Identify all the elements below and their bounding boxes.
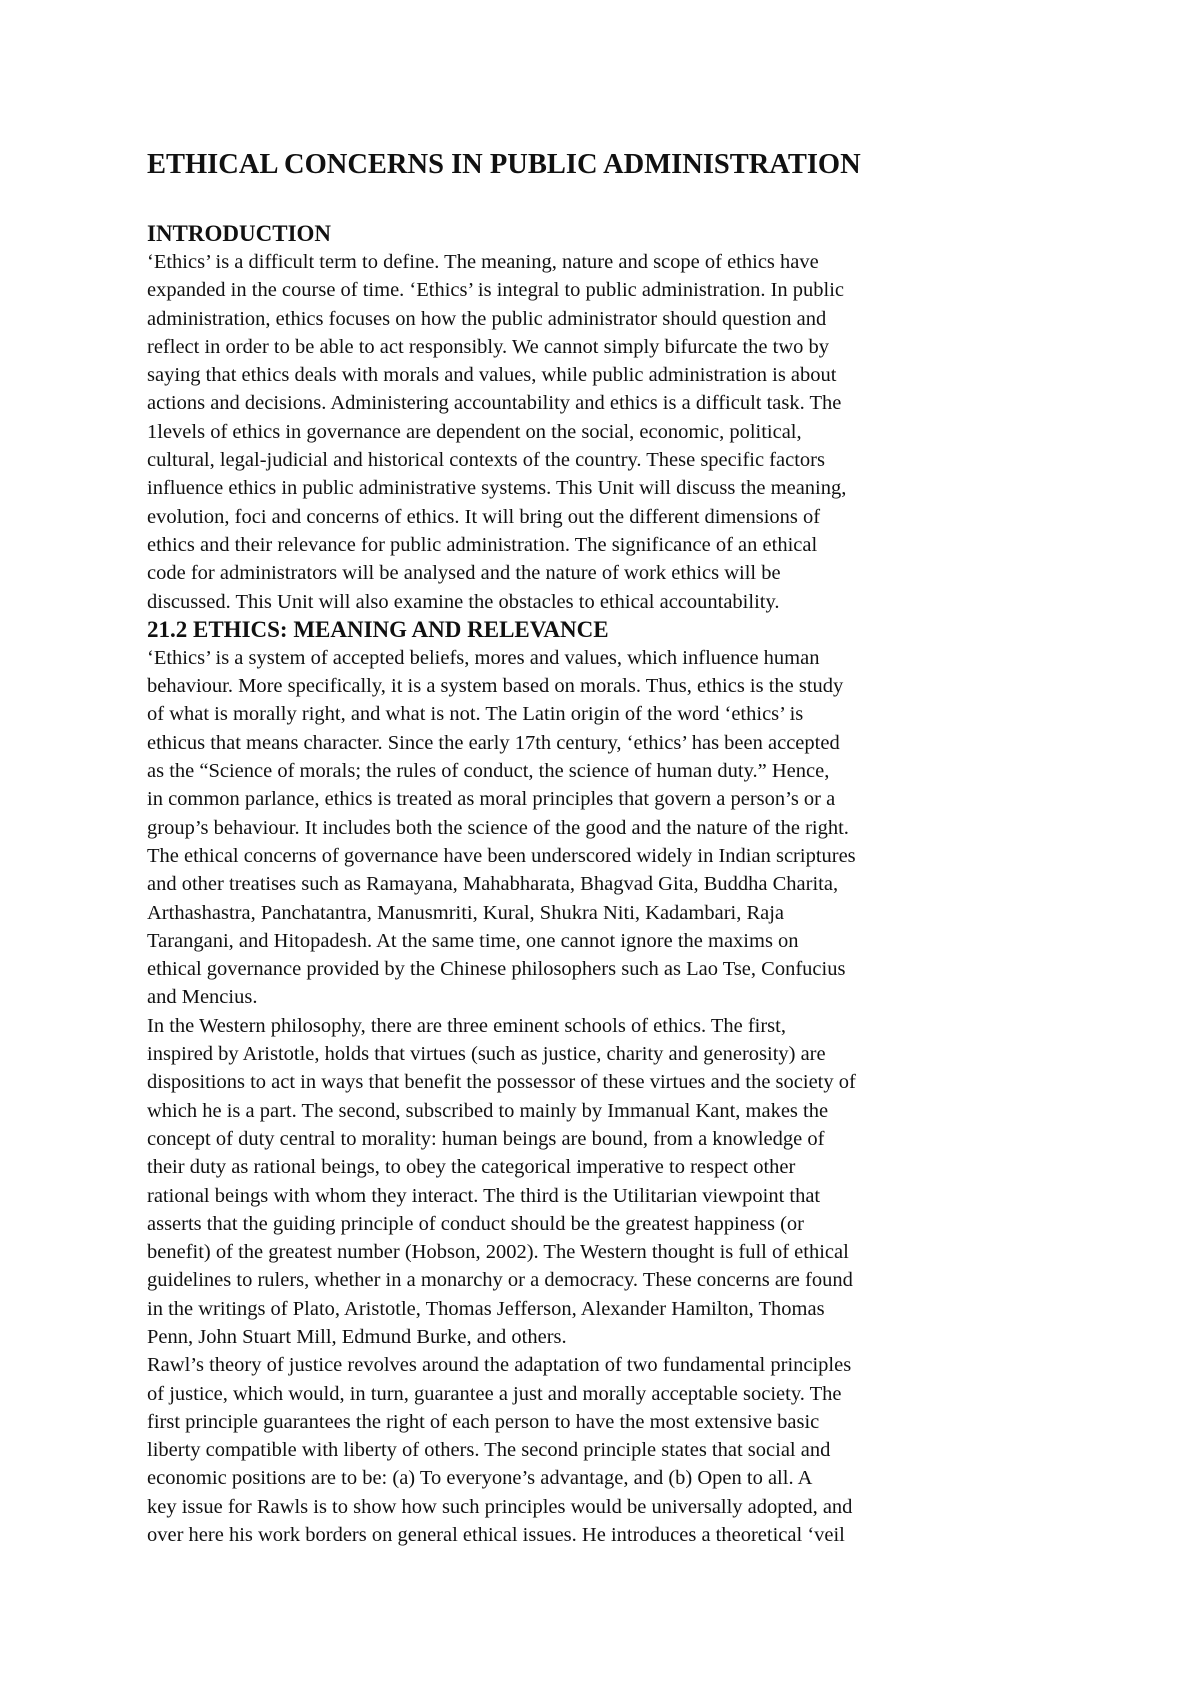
document-title: ETHICAL CONCERNS IN PUBLIC ADMINISTRATION — [147, 149, 861, 180]
text-line: of what is morally right, and what is not. The Latin origin of the word ‘ethics’ is — [147, 703, 804, 726]
section-text — [147, 644, 1007, 1550]
text-line: in the writings of Plato, Aristotle, Thomas Jefferson, Alexander Hamilton, Thomas — [147, 1297, 825, 1320]
text-line: dispositions to act in ways that benefit the possessor of these virtues and the society of — [147, 1071, 856, 1094]
text-line: saying that ethics deals with morals and values, while public administration is about — [147, 364, 837, 387]
text-line: which he is a part. The second, subscribed to mainly by Immanual Kant, makes the — [147, 1099, 829, 1122]
text-line: ‘Ethics’ is a system of accepted beliefs, mores and values, which influence human — [147, 646, 820, 669]
text-line: Tarangani, and Hitopadesh. At the same time, one cannot ignore the maxims on — [147, 929, 799, 952]
text-line: actions and decisions. Administering accountability and ethics is a difficult task. The — [147, 392, 842, 415]
text-line: economic positions are to be: (a) To everyone’s advantage, and (b) Open to all. A — [147, 1467, 813, 1490]
text-line: their duty as rational beings, to obey the categorical imperative to respect other — [147, 1156, 796, 1179]
section-heading: INTRODUCTION — [147, 221, 332, 246]
text-line: benefit) of the greatest number (Hobson, 2002). The Western thought is full of ethical — [147, 1241, 849, 1264]
text-line: evolution, foci and concerns of ethics. It will bring out the different dimensions of — [147, 505, 821, 528]
text-line: ethics and their relevance for public administration. The significance of an ethical — [147, 533, 818, 556]
text-line: code for administrators will be analysed and the nature of work ethics will be — [147, 562, 781, 585]
text-line: ‘Ethics’ is a difficult term to define. The meaning, nature and scope of ethics have — [147, 251, 819, 273]
text-line: In the Western philosophy, there are three eminent schools of ethics. The first, — [147, 1014, 786, 1037]
section-ethics-meaning — [147, 616, 1007, 1550]
section-introduction — [147, 220, 1007, 616]
text-line: 1levels of ethics in governance are dependent on the social, economic, political, — [147, 420, 802, 443]
text-line: Arthashastra, Panchatantra, Manusmriti, Kural, Shukra Niti, Kadambari, Raja — [147, 901, 785, 924]
text-line: Rawl’s theory of justice revolves around the adaptation of two fundamental principles — [147, 1354, 852, 1377]
text-line: discussed. This Unit will also examine the obstacles to ethical accountability. — [147, 590, 780, 613]
section-heading: 21.2 ETHICS: MEANING AND RELEVANCE — [147, 616, 609, 642]
text-line: ethical governance provided by the Chinese philosophers such as Lao Tse, Confucius — [147, 958, 846, 981]
text-line: liberty compatible with liberty of others. The second principle states that social and — [147, 1439, 831, 1462]
text-line: first principle guarantees the right of each person to have the most extensive basic — [147, 1410, 820, 1433]
text-line: and other treatises such as Ramayana, Mahabharata, Bhagvad Gita, Buddha Charita, — [147, 873, 839, 896]
text-line: expanded in the course of time. ‘Ethics’ is integral to public administration. In public — [147, 279, 845, 302]
text-line: ethicus that means character. Since the early 17th century, ‘ethics’ has been accepted — [147, 731, 840, 754]
text-line: behaviour. More specifically, it is a system based on morals. Thus, ethics is the study — [147, 675, 844, 698]
text-line: administration, ethics focuses on how the public administrator should question and — [147, 307, 827, 330]
text-line: in common parlance, ethics is treated as moral principles that govern a person’s or a — [147, 788, 836, 811]
text-line: cultural, legal-judicial and historical contexts of the country. These specific factors — [147, 449, 825, 472]
text-line: rational beings with whom they interact. The third is the Utilitarian viewpoint that — [147, 1184, 821, 1207]
text-line: inspired by Aristotle, holds that virtues (such as justice, charity and generosity) are — [147, 1043, 826, 1066]
text-line: of justice, which would, in turn, guarantee a just and morally acceptable society. The — [147, 1382, 842, 1405]
text-line: as the “Science of morals; the rules of conduct, the science of human duty.” Hence, — [147, 760, 830, 783]
text-line: reflect in order to be able to act responsibly. We cannot simply bifurcate the two by — [147, 335, 830, 358]
section-text — [147, 248, 1007, 616]
text-line: The ethical concerns of governance have been underscored widely in Indian scriptures — [147, 844, 856, 867]
text-line: influence ethics in public administrative systems. This Unit will discuss the meaning, — [147, 477, 847, 500]
text-line: over here his work borders on general ethical issues. He introduces a theoretical ‘veil — [147, 1524, 845, 1547]
text-line: guidelines to rulers, whether in a monarchy or a democracy. These concerns are found — [147, 1269, 853, 1292]
text-line: and Mencius. — [147, 986, 258, 1009]
text-line: concept of duty central to morality: human beings are bound, from a knowledge of — [147, 1127, 825, 1150]
text-line: key issue for Rawls is to show how such principles would be universally adopted, and — [147, 1495, 853, 1518]
text-line: group’s behaviour. It includes both the science of the good and the nature of the right. — [147, 816, 849, 839]
text-line: asserts that the guiding principle of conduct should be the greatest happiness (or — [147, 1212, 804, 1235]
document-body — [147, 146, 1007, 1549]
text-line: Penn, John Stuart Mill, Edmund Burke, and others. — [147, 1325, 567, 1348]
